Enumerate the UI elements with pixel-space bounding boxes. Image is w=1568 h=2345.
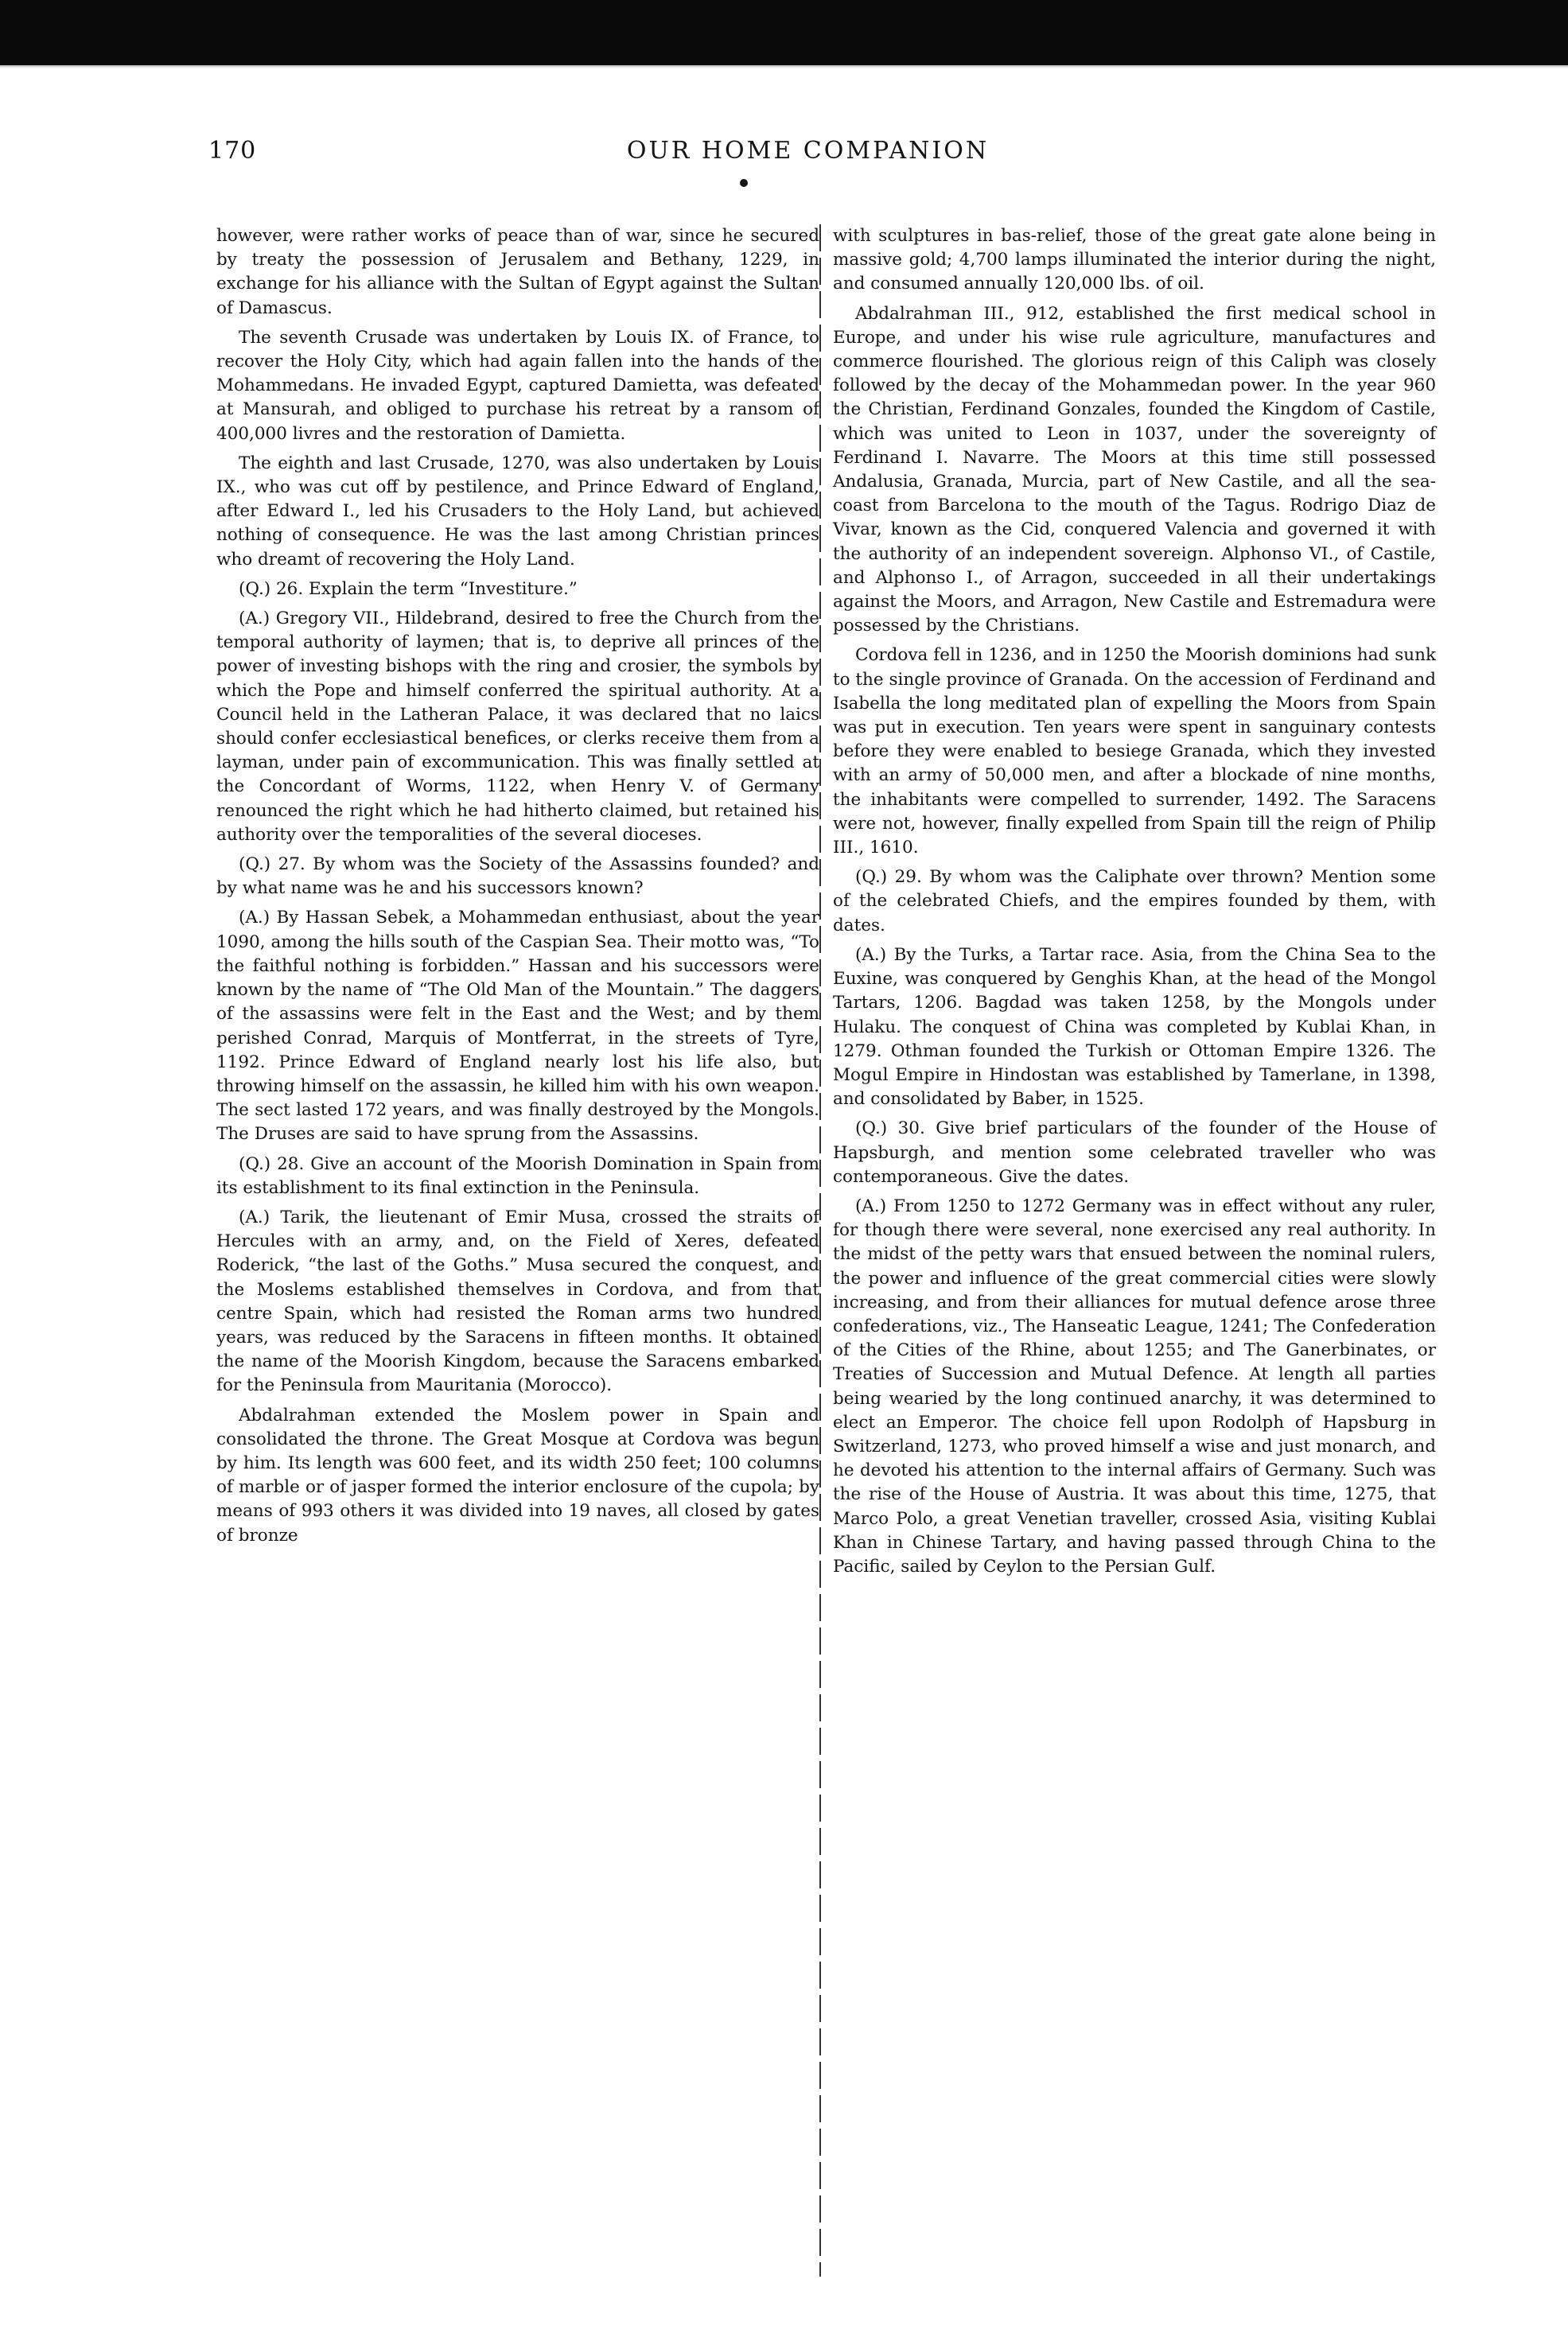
right-column xyxy=(833,224,1436,1585)
answer-26: (A.) Gregory VII., Hildebrand, desired to free the Church from the temporal authority of laymen; that is, to deprive all princes of the power of investing bishops with the ring and crosier, the symbols by which the Pope and himself conferred the spiritual authority. At a Council held in the Latheran Palace, it was declared that no laics should confer ecclesiastical benefices, or clerks receive them from a layman, under pain of excommunication. This was finally settled at the Concordant of Worms, 1122, when Henry V. of Germany renounced the right which he had hitherto claimed, but retained his authority over the temporalities of the several dioceses. xyxy=(216,609,819,845)
paragraph: The eighth and last Crusade, 1270, was also undertaken by Louis IX., who was cut off by pestilence, and Prince Edward of England, after Edward I., led his Crusaders to the Holy Land, but achieved nothing of consequence. He was the last among Christian princes who dreamt of recovering the Holy Land. xyxy=(216,453,819,570)
paragraph: however, were rather works of peace than of war, since he secured by treaty the possession of Jerusalem and Bethany, 1229, in exchange for his alliance with the Sultan of Egypt against the Sultan of Damascus. xyxy=(216,226,819,318)
question-27: (Q.) 27. By whom was the Society of the Assassins founded? and by what name was he and his successors known? xyxy=(216,854,819,899)
page-number: 170 xyxy=(208,137,257,165)
answer-28: (A.) Tarik, the lieutenant of Emir Musa, crossed the straits of Hercules with an army, and, on the Field of Xeres, defeated Roderick, “the last of the Goths.” Musa secured the conquest, and the Moslems established themselves in Cordova, and from that centre Spain, which had resisted the Roman arms two hundred years, was reduced by the Saracens in fifteen months. It obtained the name of the Moorish Kingdom, because the Saracens embarked for the Peninsula from Mauritania (Morocco). xyxy=(216,1207,819,1396)
left-column xyxy=(216,224,819,1554)
ornament-dot xyxy=(740,179,748,187)
answer-29: (A.) By the Turks, a Tartar race. Asia, from the China Sea to the Euxine, was conquered by Genghis Khan, at the head of the Mongol Tartars, 1206. Bagdad was taken 1258, by the Mongols under Hulaku. The conquest of China was completed by Kublai Khan, in 1279. Othman founded the Turkish or Ottoman Empire 1326. The Mogul Empire in Hindostan was established by Tamerlane, in 1398, and consolidated by Baber, in 1525. xyxy=(833,944,1436,1110)
question-30: (Q.) 30. Give brief particulars of the founder of the House of Hapsburgh, and mention some celebrated traveller who was contemporaneous. Give the dates. xyxy=(833,1118,1436,1187)
question-29: (Q.) 29. By whom was the Caliphate over thrown? Mention some of the celebrated Chiefs, and the empires founded by them, with dates. xyxy=(833,867,1436,935)
answer-27: (A.) By Hassan Sebek, a Mohammedan enthusiast, about the year 1090, among the hills south of the Caspian Sea. Their motto was, “To the faithful nothing is forbidden.” Hassan and his successors were known by the name of “The Old Man of the Mountain.” The daggers of the assassins were felt in the East and the West; and by them perished Conrad, Marquis of Montferrat, in the streets of Tyre, 1192. Prince Edward of England nearly lost his life also, but throwing himself on the assassin, he killed him with his own weapon. The sect lasted 172 years, and was finally destroyed by the Mongols. The Druses are said to have sprung from the Assassins. xyxy=(216,908,819,1145)
paragraph: Abdalrahman III., 912, established the first medical school in Europe, and under his wise rule agriculture, manufactures and commerce flourished. The glorious reign of this Caliph was closely followed by the decay of the Mohammedan power. In the year 960 the Christian, Ferdinand Gonzales, founded the Kingdom of Castile, which was united to Leon in 1037, under the sovereignty of Ferdinand I. Navarre. The Moors at this time still possessed Andalusia, Granada, Murcia, part of New Castile, and all the sea-coast from Barcelona to the mouth of the Tagus. Rodrigo Diaz de Vivar, known as the Cid, conquered Valencia and governed it with the authority of an independent sovereign. Alphonso VI., of Castile, and Alphonso I., of Arragon, succeeded in all their undertakings against the Moors, and Arragon, New Castile and Estremadura were possessed by the Christians. xyxy=(833,303,1436,636)
paragraph: with sculptures in bas-relief, those of the great gate alone being in massive gold; 4,700 lamps illuminated the interior during the night, and consumed annually 120,000 lbs. of oil. xyxy=(833,226,1436,294)
running-title: OUR HOME COMPANION xyxy=(626,137,990,165)
column-divider xyxy=(819,224,821,2277)
paragraph: The seventh Crusade was undertaken by Louis IX. of France, to recover the Holy City, which had again fallen into the hands of the Mohammedans. He invaded Egypt, captured Damietta, was defeated at Mansurah, and obliged to purchase his retreat by a ransom of 400,000 livres and the restoration of Damietta. xyxy=(216,327,819,444)
scan-top-border xyxy=(0,0,1568,65)
question-26: (Q.) 26. Explain the term “Investiture.” xyxy=(239,578,578,599)
question-28: (Q.) 28. Give an account of the Moorish Domination in Spain from its establishment to its final extinction in the Peninsula. xyxy=(216,1153,819,1198)
paragraph: Abdalrahman extended the Moslem power in Spain and consolidated the throne. The Great Mosque at Cordova was begun by him. Its length was 600 feet, and its width 250 feet; 100 columns of marble or of jasper formed the interior enclosure of the cupola; by means of 993 others it was divided into 19 naves, all closed by gates of bronze xyxy=(216,1405,819,1546)
answer-30: (A.) From 1250 to 1272 Germany was in effect without any ruler, for though there were several, none exercised any real authority. In the midst of the petty wars that ensued between the nominal rulers, the power and influence of the great commercial cities were slowly increasing, and from their alliances for mutual defence arose three confederations, viz., The Hanseatic League, 1241; The Confederation of the Cities of the Rhine, about 1255; and The Ganerbinates, or Treaties of Succession and Mutual Defence. At length all parties being wearied by the long continued anarchy, it was determined to elect an Emperor. The choice fell upon Rodolph of Hapsburg in Switzerland, 1273, who proved himself a wise and just monarch, and he devoted his attention to the internal affairs of Germany. Such was the rise of the House of Austria. It was about this time, 1275, that Marco Polo, a great Venetian traveller, crossed Asia, visiting Kublai Khan in Chinese Tartary, and having passed through China to the Pacific, sailed by Ceylon to the Persian Gulf. xyxy=(833,1196,1436,1577)
paragraph: Cordova fell in 1236, and in 1250 the Moorish dominions had sunk to the single province of Granada. On the accession of Ferdinand and Isabella the long meditated plan of expelling the Moors from Spain was put in execution. Ten years were spent in sanguinary contests before they were enabled to besiege Granada, which they invested with an army of 50,000 men, and after a blockade of nine months, the inhabitants were compelled to surrender, 1492. The Saracens were not, however, finally expelled from Spain till the reign of Philip III., 1610. xyxy=(833,645,1436,858)
